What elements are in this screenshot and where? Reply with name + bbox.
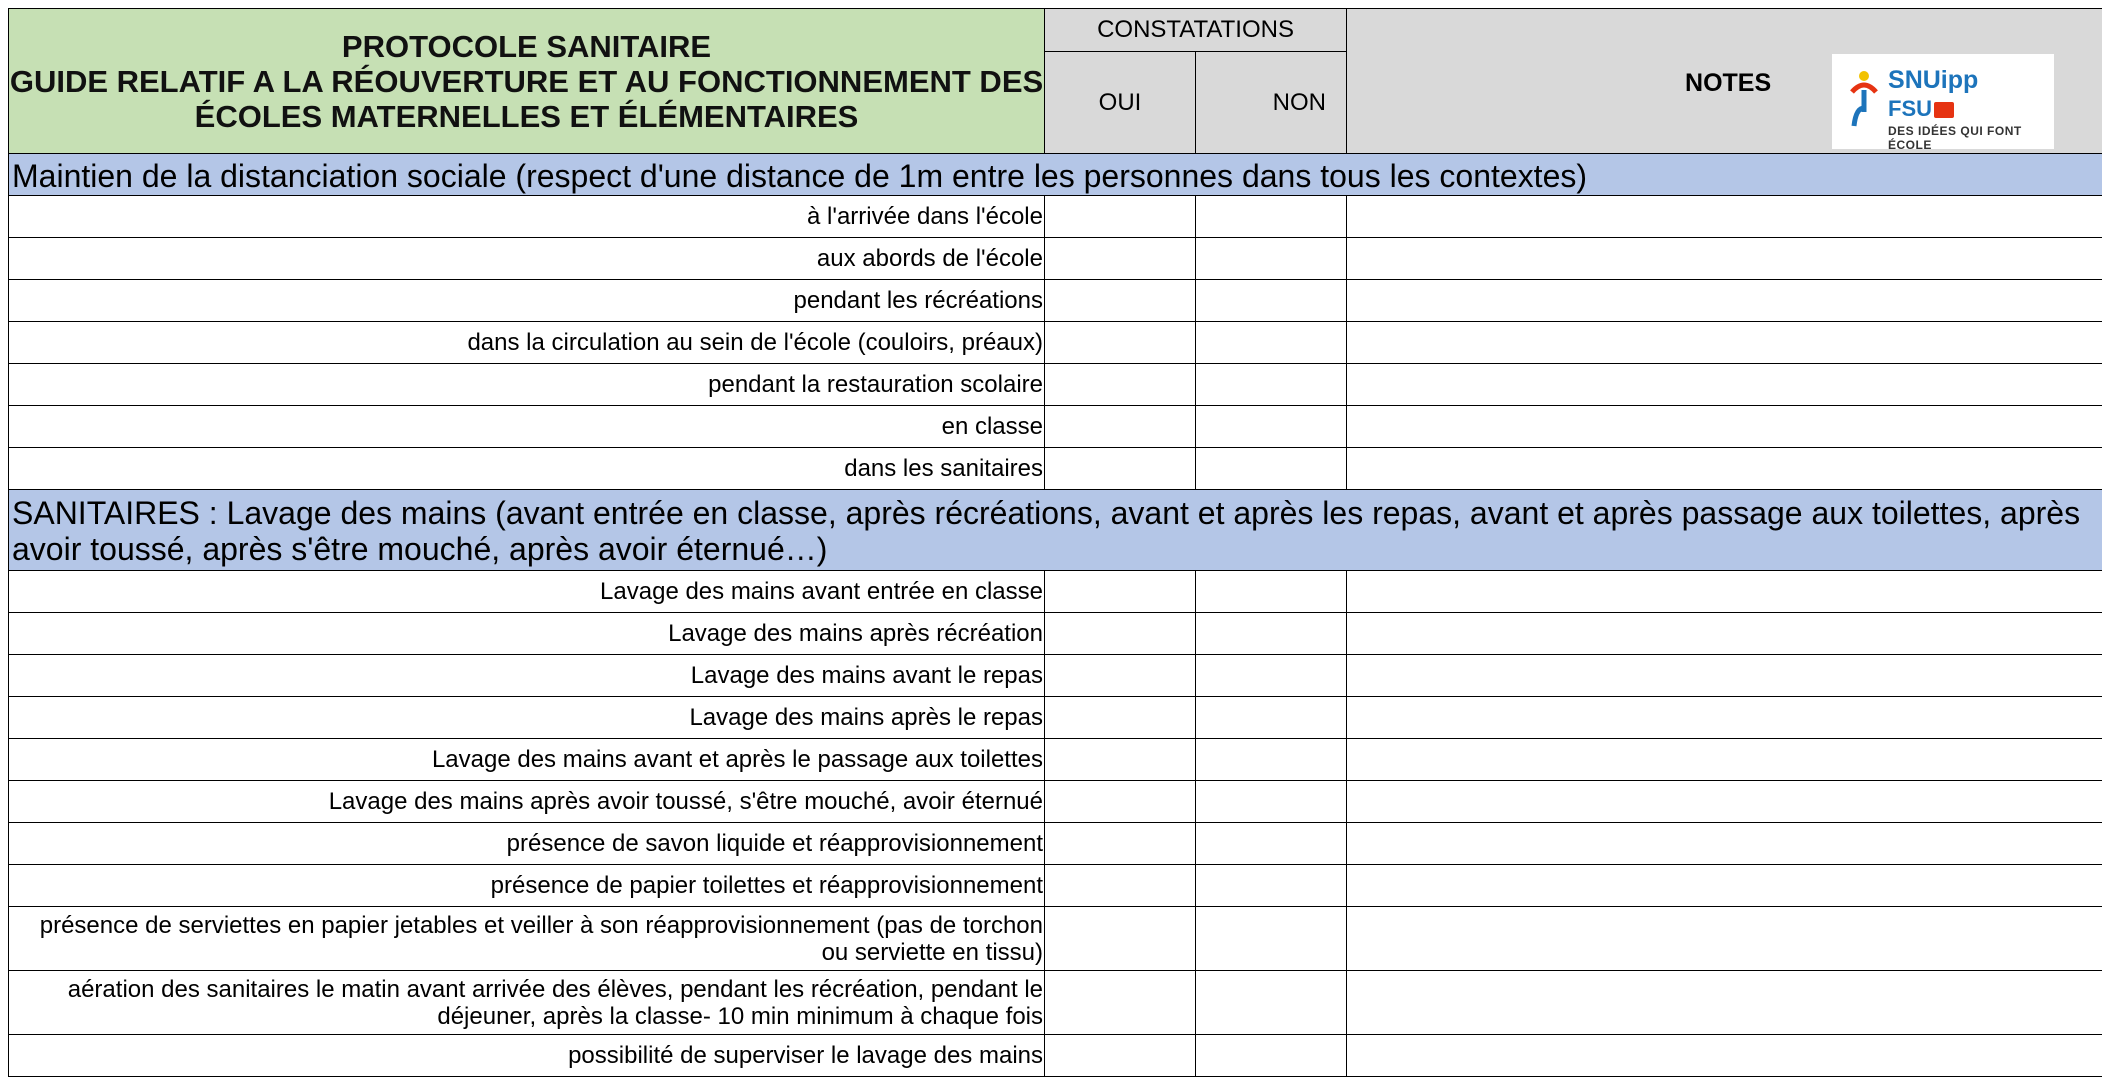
logo-union	[1888, 96, 1954, 122]
section-title-sanitaires: SANITAIRES : Lavage des mains (avant entrée en classe, après récréations, avant et après les repas, avant et après passage aux toilettes, après avoir toussé, après s'être mouché, après avoir éternué…)	[9, 490, 2102, 571]
oui-cell[interactable]	[1045, 571, 1196, 613]
non-cell[interactable]	[1196, 322, 1347, 364]
list-item: dans la circulation au sein de l'école (couloirs, préaux)	[9, 322, 1045, 364]
non-cell[interactable]	[1196, 739, 1347, 781]
notes-cell[interactable]	[1347, 781, 2102, 823]
non-cell[interactable]	[1196, 613, 1347, 655]
notes-cell[interactable]	[1347, 1035, 2102, 1077]
list-item: pendant la restauration scolaire	[9, 364, 1045, 406]
oui-cell[interactable]	[1045, 280, 1196, 322]
list-item: Lavage des mains avant entrée en classe	[9, 571, 1045, 613]
oui-cell[interactable]	[1045, 448, 1196, 490]
snuipp-logo	[1832, 54, 2054, 152]
list-item: pendant les récréations	[9, 280, 1045, 322]
non-cell[interactable]	[1196, 823, 1347, 865]
protocol-sheet	[8, 8, 2102, 1077]
notes-cell[interactable]	[1347, 655, 2102, 697]
non-cell[interactable]	[1196, 571, 1347, 613]
logo-brand: SNUipp	[1888, 66, 1979, 94]
non-cell[interactable]	[1196, 697, 1347, 739]
list-item: Lavage des mains avant le repas	[9, 655, 1045, 697]
notes-header	[1347, 9, 2102, 154]
list-item: aux abords de l'école	[9, 238, 1045, 280]
non-cell[interactable]	[1196, 907, 1347, 971]
non-cell[interactable]	[1196, 971, 1347, 1035]
notes-cell[interactable]	[1347, 571, 2102, 613]
constatations-header: CONSTATATIONS	[1045, 9, 1347, 52]
oui-cell[interactable]	[1045, 865, 1196, 907]
non-header: NON	[1196, 52, 1347, 154]
list-item: Lavage des mains après avoir toussé, s'être mouché, avoir éternué	[9, 781, 1045, 823]
non-cell[interactable]	[1196, 196, 1347, 238]
oui-cell[interactable]	[1045, 907, 1196, 971]
notes-cell[interactable]	[1347, 364, 2102, 406]
oui-cell[interactable]	[1045, 406, 1196, 448]
oui-cell[interactable]	[1045, 1035, 1196, 1077]
oui-cell[interactable]	[1045, 613, 1196, 655]
list-item: aération des sanitaires le matin avant arrivée des élèves, pendant les récréation, pendant le déjeuner, après la classe- 10 min minimum à chaque fois	[9, 971, 1045, 1035]
list-item: à l'arrivée dans l'école	[9, 196, 1045, 238]
notes-cell[interactable]	[1347, 739, 2102, 781]
list-item: présence de savon liquide et réapprovisionnement	[9, 823, 1045, 865]
oui-cell[interactable]	[1045, 238, 1196, 280]
non-cell[interactable]	[1196, 781, 1347, 823]
oui-cell[interactable]	[1045, 823, 1196, 865]
oui-cell[interactable]	[1045, 322, 1196, 364]
oui-cell[interactable]	[1045, 196, 1196, 238]
oui-header: OUI	[1045, 52, 1196, 154]
notes-cell[interactable]	[1347, 697, 2102, 739]
non-cell[interactable]	[1196, 448, 1347, 490]
list-item: Lavage des mains après le repas	[9, 697, 1045, 739]
list-item: Lavage des mains après récréation	[9, 613, 1045, 655]
notes-cell[interactable]	[1347, 613, 2102, 655]
notes-cell[interactable]	[1347, 196, 2102, 238]
notes-cell[interactable]	[1347, 448, 2102, 490]
non-cell[interactable]	[1196, 238, 1347, 280]
notes-label: NOTES	[1685, 69, 1772, 97]
list-item: dans les sanitaires	[9, 448, 1045, 490]
notes-cell[interactable]	[1347, 406, 2102, 448]
section-title-distanciation: Maintien de la distanciation sociale (respect d'une distance de 1m entre les personnes dans tous les contextes)	[9, 154, 2102, 196]
fsu-mark-icon	[1934, 102, 1954, 118]
non-cell[interactable]	[1196, 406, 1347, 448]
oui-cell[interactable]	[1045, 697, 1196, 739]
list-item: possibilité de superviser le lavage des mains	[9, 1035, 1045, 1077]
notes-cell[interactable]	[1347, 907, 2102, 971]
non-cell[interactable]	[1196, 655, 1347, 697]
logo-tagline: DES IDÉES QUI FONT ÉCOLE	[1888, 124, 2022, 152]
notes-cell[interactable]	[1347, 238, 2102, 280]
oui-cell[interactable]	[1045, 655, 1196, 697]
title-line-2: GUIDE RELATIF A LA RÉOUVERTURE ET AU FONCTIONNEMENT DES ÉCOLES MATERNELLES ET ÉLÉMENTAIRES	[9, 63, 1044, 134]
oui-cell[interactable]	[1045, 781, 1196, 823]
list-item: Lavage des mains avant et après le passage aux toilettes	[9, 739, 1045, 781]
logo-figure-icon	[1846, 68, 1882, 132]
list-item: présence de papier toilettes et réapprovisionnement	[9, 865, 1045, 907]
page-title	[9, 9, 1045, 154]
non-cell[interactable]	[1196, 280, 1347, 322]
title-line-1: PROTOCOLE SANITAIRE	[341, 28, 712, 64]
checklist-table	[8, 8, 2102, 1077]
oui-cell[interactable]	[1045, 971, 1196, 1035]
notes-cell[interactable]	[1347, 865, 2102, 907]
oui-cell[interactable]	[1045, 739, 1196, 781]
non-cell[interactable]	[1196, 865, 1347, 907]
notes-cell[interactable]	[1347, 823, 2102, 865]
notes-cell[interactable]	[1347, 280, 2102, 322]
notes-cell[interactable]	[1347, 971, 2102, 1035]
non-cell[interactable]	[1196, 364, 1347, 406]
list-item: en classe	[9, 406, 1045, 448]
oui-cell[interactable]	[1045, 364, 1196, 406]
list-item: présence de serviettes en papier jetables et veiller à son réapprovisionnement (pas de torchon ou serviette en tissu)	[9, 907, 1045, 971]
logo-union-text: FSU	[1888, 96, 1933, 121]
notes-cell[interactable]	[1347, 322, 2102, 364]
non-cell[interactable]	[1196, 1035, 1347, 1077]
